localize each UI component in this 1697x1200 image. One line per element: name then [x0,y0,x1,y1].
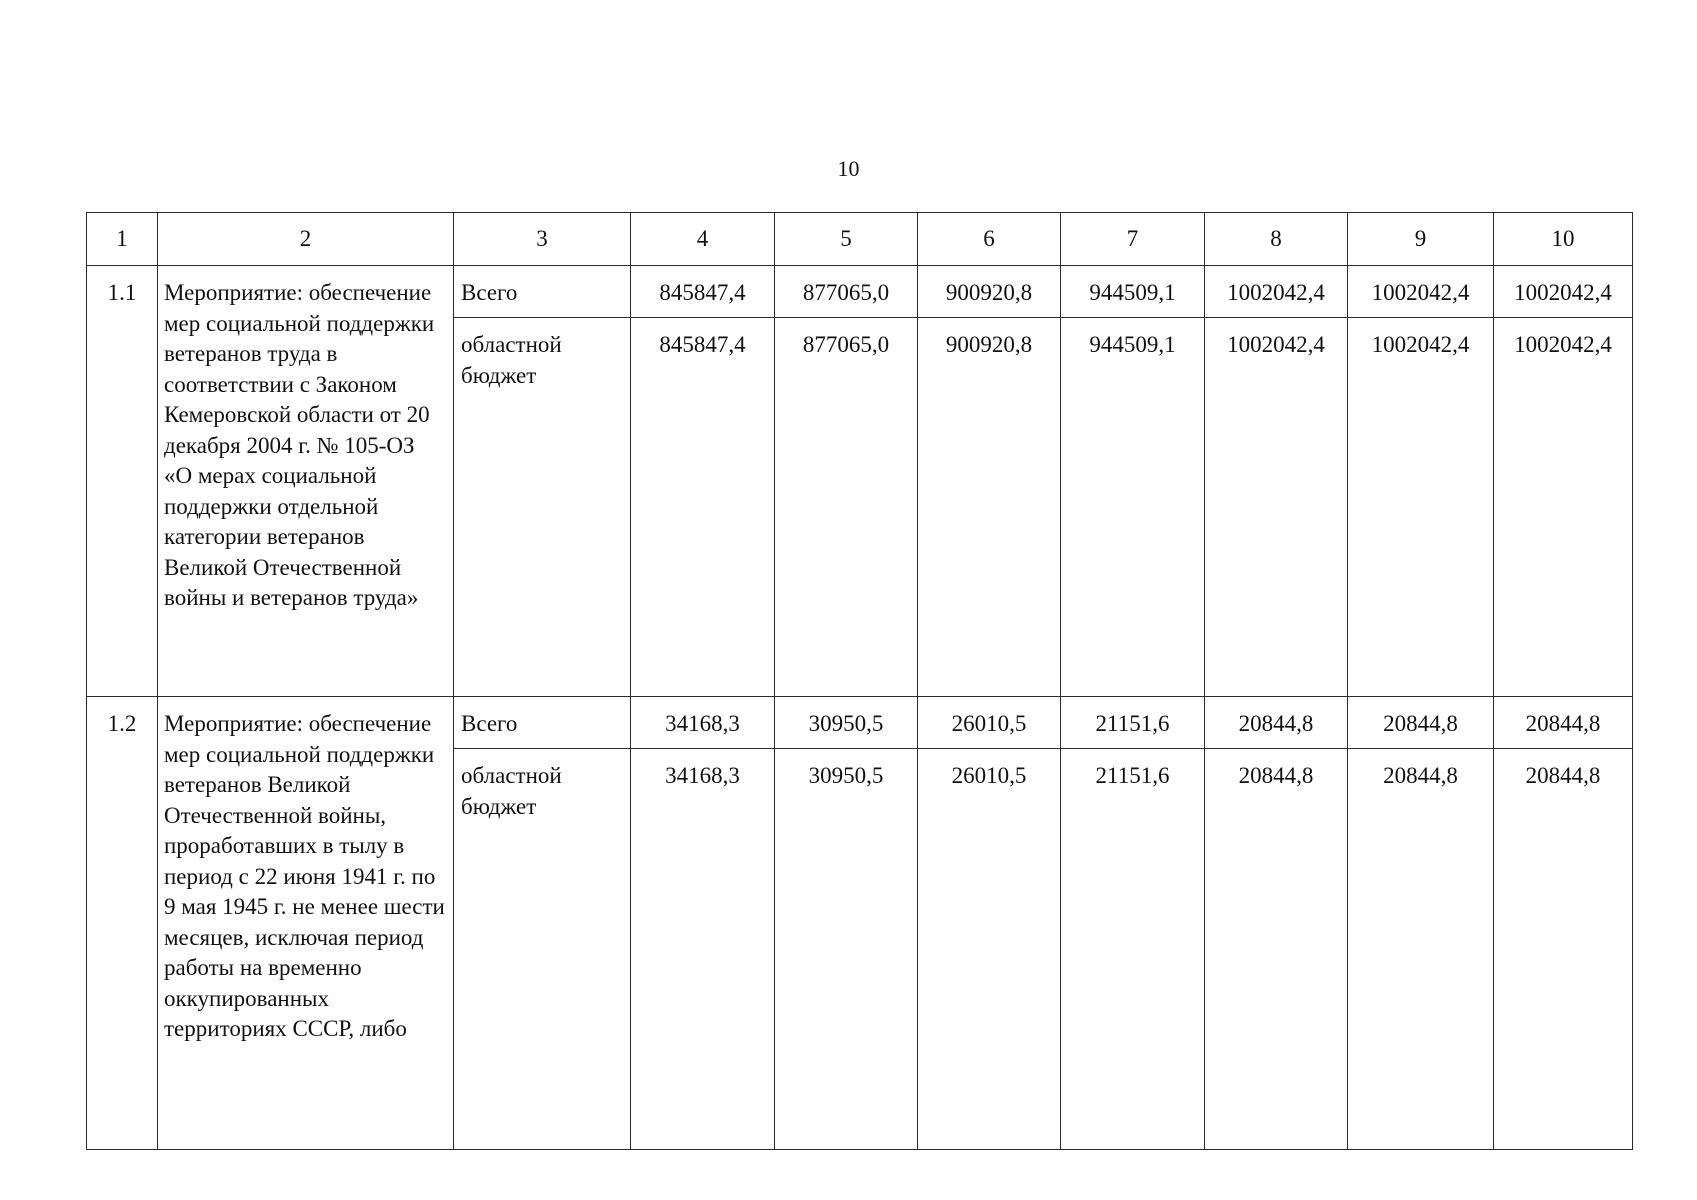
table-row [87,697,1633,749]
value-cell: 1002042,4 [1205,318,1348,697]
funding-source-label: областной бюджет [454,318,631,697]
value-cell: 20844,8 [1205,749,1348,1150]
row-description: Мероприятие: обеспечение мер социальной поддержки ветеранов труда в соответствии с Законом Кемеровской области от 20 декабря 2004 г. № 105-ОЗ «О мерах социальной поддержки отдельной категории ветеранов Великой Отечественной войны и ветеранов труда» [158,266,454,697]
column-number: 7 [1061,213,1205,266]
row-description: Мероприятие: обеспечение мер социальной поддержки ветеранов Великой Отечественной войны, проработавших в тылу в период с 22 июня 1941 г. по 9 мая 1945 г. не менее шести месяцев, исключая период работы на временно оккупированных территориях СССР, либо [158,697,454,1150]
funding-source-label: областной бюджет [454,749,631,1150]
value-cell: 21151,6 [1061,749,1205,1150]
value-cell: 1002042,4 [1348,266,1494,318]
value-cell: 34168,3 [631,749,775,1150]
value-cell: 845847,4 [631,266,775,318]
column-number: 3 [454,213,631,266]
column-number: 8 [1205,213,1348,266]
value-cell: 900920,8 [918,266,1061,318]
value-cell: 877065,0 [775,266,918,318]
value-cell: 26010,5 [918,749,1061,1150]
row-id: 1.2 [87,697,158,1150]
value-cell: 944509,1 [1061,318,1205,697]
value-cell: 34168,3 [631,697,775,749]
page-number: 10 [837,156,860,181]
column-number: 1 [87,213,158,266]
value-cell: 30950,5 [775,697,918,749]
column-number: 9 [1348,213,1494,266]
row-id: 1.1 [87,266,158,697]
value-cell: 20844,8 [1494,697,1633,749]
value-cell: 21151,6 [1061,697,1205,749]
value-cell: 1002042,4 [1348,318,1494,697]
value-cell: 877065,0 [775,318,918,697]
value-cell: 1002042,4 [1494,318,1633,697]
value-cell: 30950,5 [775,749,918,1150]
value-cell: 20844,8 [1348,749,1494,1150]
column-number-row [87,213,1633,266]
funding-source-label: Всего [454,697,631,749]
value-cell: 20844,8 [1348,697,1494,749]
value-cell: 1002042,4 [1494,266,1633,318]
column-number: 6 [918,213,1061,266]
column-number: 4 [631,213,775,266]
column-number: 5 [775,213,918,266]
value-cell: 900920,8 [918,318,1061,697]
value-cell: 1002042,4 [1205,266,1348,318]
table-row [87,266,1633,318]
value-cell: 20844,8 [1205,697,1348,749]
funding-source-label: Всего [454,266,631,318]
value-cell: 26010,5 [918,697,1061,749]
column-number: 10 [1494,213,1633,266]
column-number: 2 [158,213,454,266]
value-cell: 944509,1 [1061,266,1205,318]
value-cell: 845847,4 [631,318,775,697]
value-cell: 20844,8 [1494,749,1633,1150]
budget-table [86,212,1633,1150]
